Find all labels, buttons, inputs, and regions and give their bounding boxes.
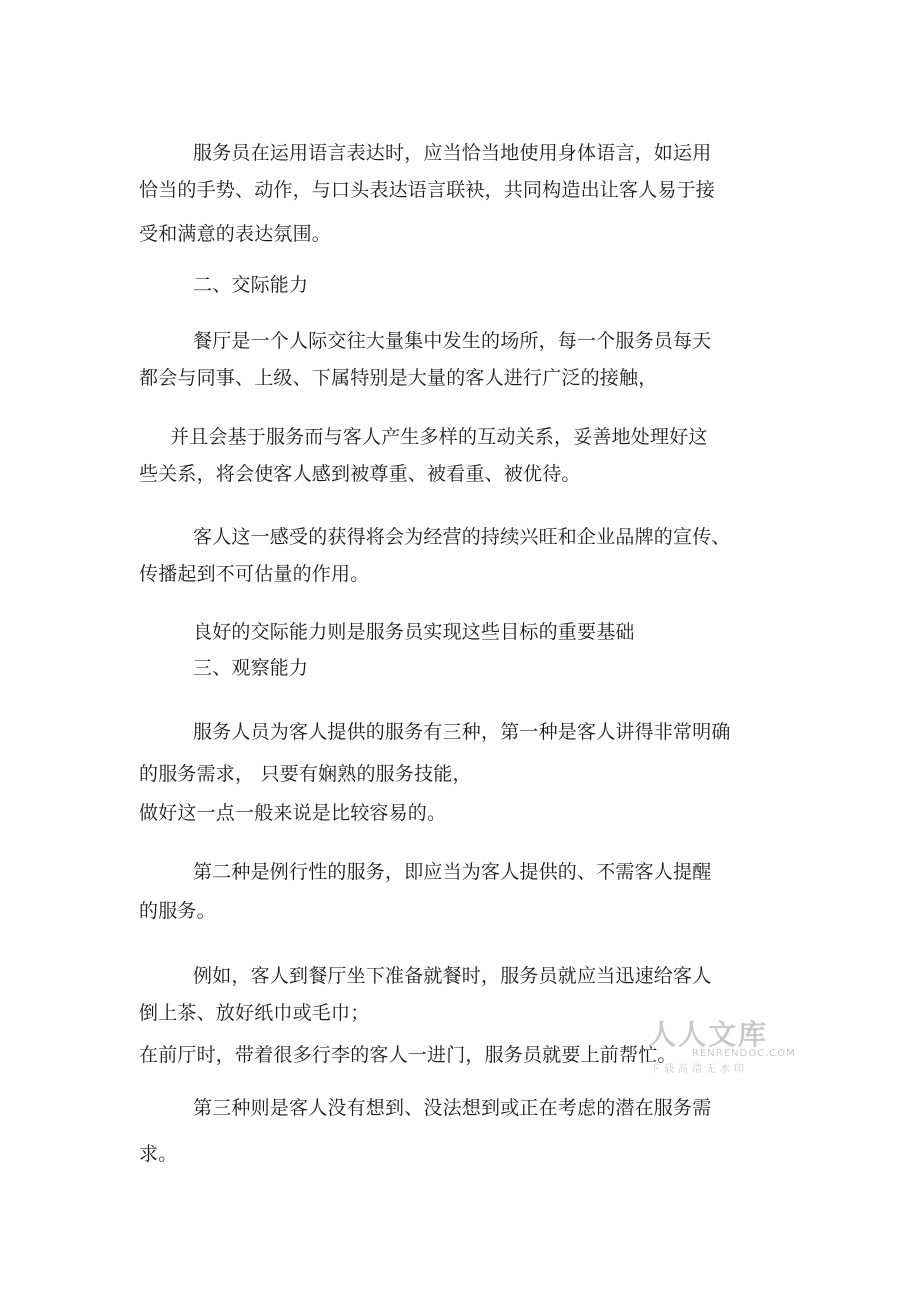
paragraph-line: 做好这一点一般来说是比较容易的。	[139, 802, 447, 824]
paragraph-line: 第三种则是客人没有想到、没法想到或正在考虑的潜在服务需	[193, 1097, 712, 1119]
paragraph-line: 都会与同事、上级、下属特别是大量的客人进行广泛的接触，	[139, 367, 658, 389]
paragraph-line: 些关系，将会使客人感到被尊重、被看重、被优待。	[139, 463, 581, 485]
paragraph-line: 餐厅是一个人际交往大量集中发生的场所，每一个服务员每天	[193, 330, 712, 352]
paragraph-line: 受和满意的表达氛围。	[139, 223, 332, 245]
section-heading: 三、观察能力	[193, 657, 309, 679]
paragraph-line: 第二种是例行性的服务，即应当为客人提供的、不需客人提醒	[193, 861, 712, 883]
watermark-site: RENRENDOC.COM	[692, 1048, 796, 1059]
paragraph-line: 倒上茶、放好纸巾或毛巾；	[139, 1002, 370, 1024]
paragraph-line: 求。	[139, 1143, 178, 1165]
paragraph-line: 良好的交际能力则是服务员实现这些目标的重要基础	[193, 621, 635, 643]
watermark-logo	[648, 1018, 796, 1075]
watermark-slogan: 下载高清无水印	[650, 1064, 748, 1075]
paragraph-line: 并且会基于服务而与客人产生多样的互动关系，妥善地处理好这	[170, 426, 708, 448]
paragraph-line: 在前厅时，带着很多行李的客人一进门，服务员就要上前帮忙。	[139, 1044, 677, 1066]
section-heading: 二、交际能力	[193, 274, 309, 296]
paragraph-line: 恰当的手势、动作，与口头表达语言联袂，共同构造出让客人易于接	[139, 179, 716, 201]
paragraph-line: 服务人员为客人提供的服务有三种，第一种是客人讲得非常明确	[193, 721, 731, 743]
paragraph-line: 客人这一感受的获得将会为经营的持续兴旺和企业品牌的宣传、	[193, 526, 731, 548]
paragraph-line: 服务员在运用语言表达时，应当恰当地使用身体语言，如运用	[193, 142, 712, 164]
watermark-title: 人人文库	[648, 1018, 769, 1051]
paragraph-line: 例如，客人到餐厅坐下准备就餐时，服务员就应当迅速给客人	[193, 965, 712, 987]
paragraph-line: 的服务。	[139, 900, 216, 922]
paragraph-line: 的服务需求， 只要有娴熟的服务技能，	[139, 763, 472, 785]
paragraph-line: 传播起到不可估量的作用。	[139, 563, 370, 585]
